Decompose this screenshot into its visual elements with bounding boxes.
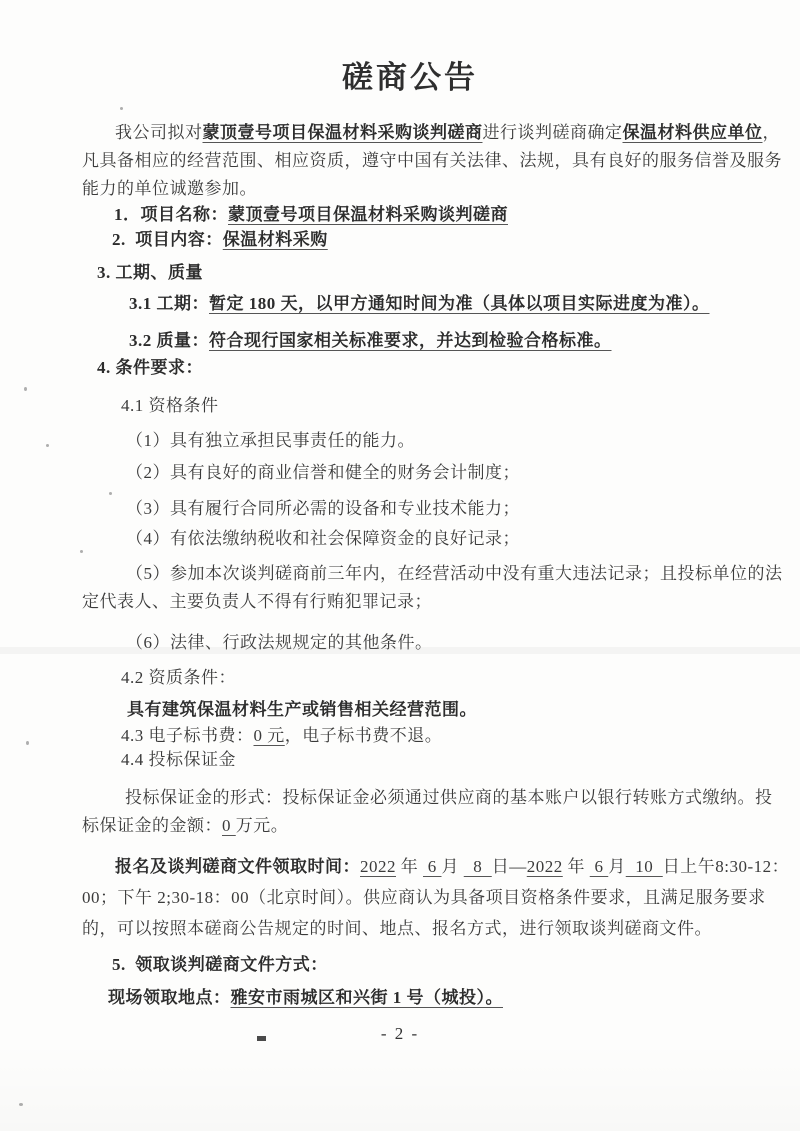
- scan-artifact-dash: [257, 1036, 266, 1041]
- intro-paragraph: [82, 119, 786, 203]
- deposit-paragraph: [82, 784, 782, 840]
- registration-sep5: 月: [608, 857, 626, 876]
- registration-sep4: 年: [562, 857, 590, 876]
- pickup-location-label: 现场领取地点：: [108, 988, 231, 1007]
- registration-sep1: 年: [396, 857, 423, 876]
- intro-supplier-type: 保温材料供应单位: [622, 123, 763, 142]
- registration-month1: 6: [423, 857, 442, 876]
- page-title: 磋商公告: [342, 60, 478, 95]
- condition-4: （4）有依法缴纳税收和社会保障资金的良好记录；: [126, 529, 520, 548]
- intro-project-name: 蒙顶壹号项目保温材料采购谈判磋商: [202, 123, 483, 142]
- item-quality: [129, 327, 612, 355]
- registration-day1: 8: [463, 857, 492, 876]
- registration-day2: 10: [625, 857, 663, 876]
- duration-value: 暂定 180 天，以甲方通知时间为准（具体以项目实际进度为准）。: [209, 294, 710, 313]
- condition-2: （2）具有良好的商业信誉和健全的财务会计制度；: [126, 463, 520, 482]
- scan-speck: [109, 492, 112, 495]
- condition-5: （5）参加本次谈判磋商前三年内，在经营活动中没有重大违法记录；且投标单位的法定代表人、主要负责人不得有行贿犯罪记录；: [82, 564, 783, 611]
- scan-speck: [24, 387, 27, 391]
- project-name-label: 1．项目名称：: [114, 205, 228, 224]
- item-project-content: [112, 226, 328, 254]
- project-content-label: 2. 项目内容：: [112, 230, 223, 249]
- deposit-amount: 0: [222, 816, 236, 835]
- fee-suffix: ，电子标书费不退。: [284, 726, 443, 745]
- credential-heading: 4.2 资质条件：: [121, 668, 236, 687]
- page-number: - 2 -: [380, 1024, 420, 1043]
- credential-scope-line: [127, 696, 477, 724]
- scan-speck: [26, 741, 29, 745]
- registration-paragraph: [82, 851, 794, 944]
- pickup-location-value: 雅安市雨城区和兴街 1 号（城投）。: [230, 988, 503, 1007]
- registration-sep3: 日—: [491, 857, 527, 876]
- intro-text-1: 我公司拟对: [115, 123, 203, 142]
- project-content-value: 保温材料采购: [222, 230, 328, 249]
- scan-speck: [120, 107, 123, 110]
- pickup-heading: 5. 领取谈判磋商文件方式：: [112, 955, 328, 974]
- scan-artifact-band: [0, 647, 800, 654]
- qualification-heading: 4.1 资格条件: [121, 396, 219, 415]
- item-project-name: [114, 201, 508, 229]
- deposit-heading: 4.4 投标保证金: [121, 750, 236, 769]
- item-duration: [129, 290, 710, 318]
- item-requirements-heading: [97, 354, 203, 382]
- duration-label: 3.1 工期：: [129, 294, 209, 313]
- fee-label: 4.3 电子标书费：: [121, 726, 254, 745]
- scan-speck: [46, 444, 49, 447]
- registration-year1: 2022: [360, 857, 396, 876]
- requirements-heading: 4. 条件要求：: [97, 358, 203, 377]
- scan-speck: [19, 1103, 23, 1106]
- registration-tail: 日上午8:30-12：00；下午 2;30-18：00（北京时间）。供应商认为具备项目资格条件要求，且满足服务要求的，可以按照本磋商公告规定的时间、地点、报名方式，进行领取谈判磋商文件。: [82, 857, 790, 938]
- credential-scope: 具有建筑保温材料生产或销售相关经营范围。: [127, 700, 477, 719]
- registration-month2: 6: [589, 857, 609, 876]
- intro-text-2: 进行谈判磋商确定: [482, 123, 623, 142]
- condition-6: （6）法律、行政法规规定的其他条件。: [126, 633, 433, 652]
- quality-label: 3.2 质量：: [129, 331, 209, 350]
- schedule-heading: 3. 工期、质量: [97, 263, 203, 282]
- pickup-heading-line: [112, 951, 328, 979]
- deposit-text: 投标保证金的形式：投标保证金必须通过供应商的基本账户以银行转账方式缴纳。投标保证金的金额：: [82, 788, 773, 835]
- condition-3: （3）具有履行合同所必需的设备和专业技术能力；: [126, 499, 520, 518]
- registration-sep2: 月: [441, 857, 464, 876]
- deposit-suffix: 万元。: [235, 816, 289, 835]
- pickup-location-line: [108, 984, 503, 1012]
- registration-year2: 2022: [526, 857, 563, 876]
- project-name-value: 蒙顶壹号项目保温材料采购谈判磋商: [228, 205, 508, 224]
- scan-speck: [80, 550, 83, 553]
- fee-value: 0 元: [253, 726, 285, 745]
- condition-1: （1）具有独立承担民事责任的能力。: [126, 431, 415, 450]
- item-schedule-heading: [97, 259, 203, 287]
- intro-text-3: ，凡具备相应的经营范围、相应资质，遵守中国有关法律、法规，具有良好的服务信誉及服务能力的单位诚邀参加。: [82, 123, 782, 198]
- quality-value: 符合现行国家相关标准要求，并达到检验合格标准。: [209, 331, 612, 350]
- registration-label: 报名及谈判磋商文件领取时间：: [115, 857, 360, 876]
